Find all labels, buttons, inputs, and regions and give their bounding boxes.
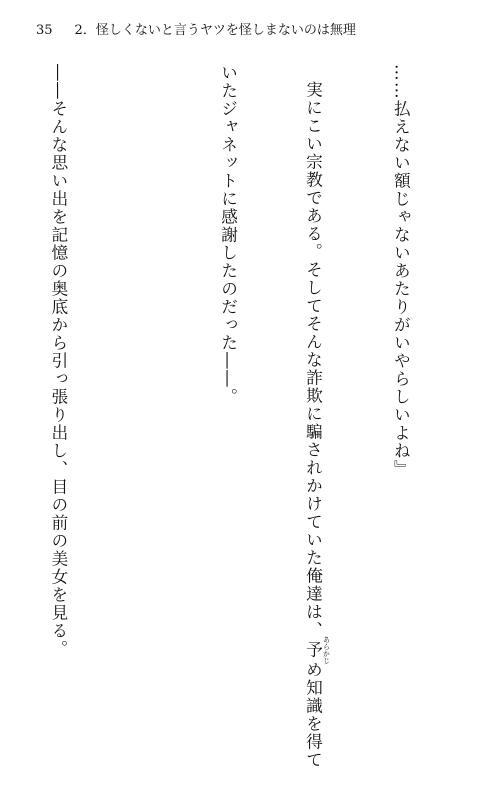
furigana-ruby <box>303 635 331 664</box>
text-line-5: ――そんな思い出を記憶の奥底から引っ張り出し、目の前の美女を見る。 <box>48 64 69 658</box>
text-line-2-post: め知識を得て <box>303 660 324 769</box>
text-line-2 <box>299 64 331 769</box>
text-line-1: ……払えない額じゃないあたりがいやらしいよね』 <box>391 64 412 478</box>
running-header <box>36 20 470 42</box>
text-line-3: いたジャネットに感謝したのだった――。 <box>218 64 239 406</box>
page-number: 35 <box>36 23 53 38</box>
text-line-2-pre: 実にこい宗教である。そしてそんな詐欺に騙されかけていた俺達は、 <box>303 80 324 639</box>
text-line-4 <box>129 64 157 674</box>
ruby-reading: あらかじ <box>322 635 331 664</box>
body-text <box>24 64 472 769</box>
ruby-base: 予 <box>303 635 324 664</box>
chapter-title: 2．怪しくないと言うヤツを怪しまないのは無理 <box>74 23 356 38</box>
